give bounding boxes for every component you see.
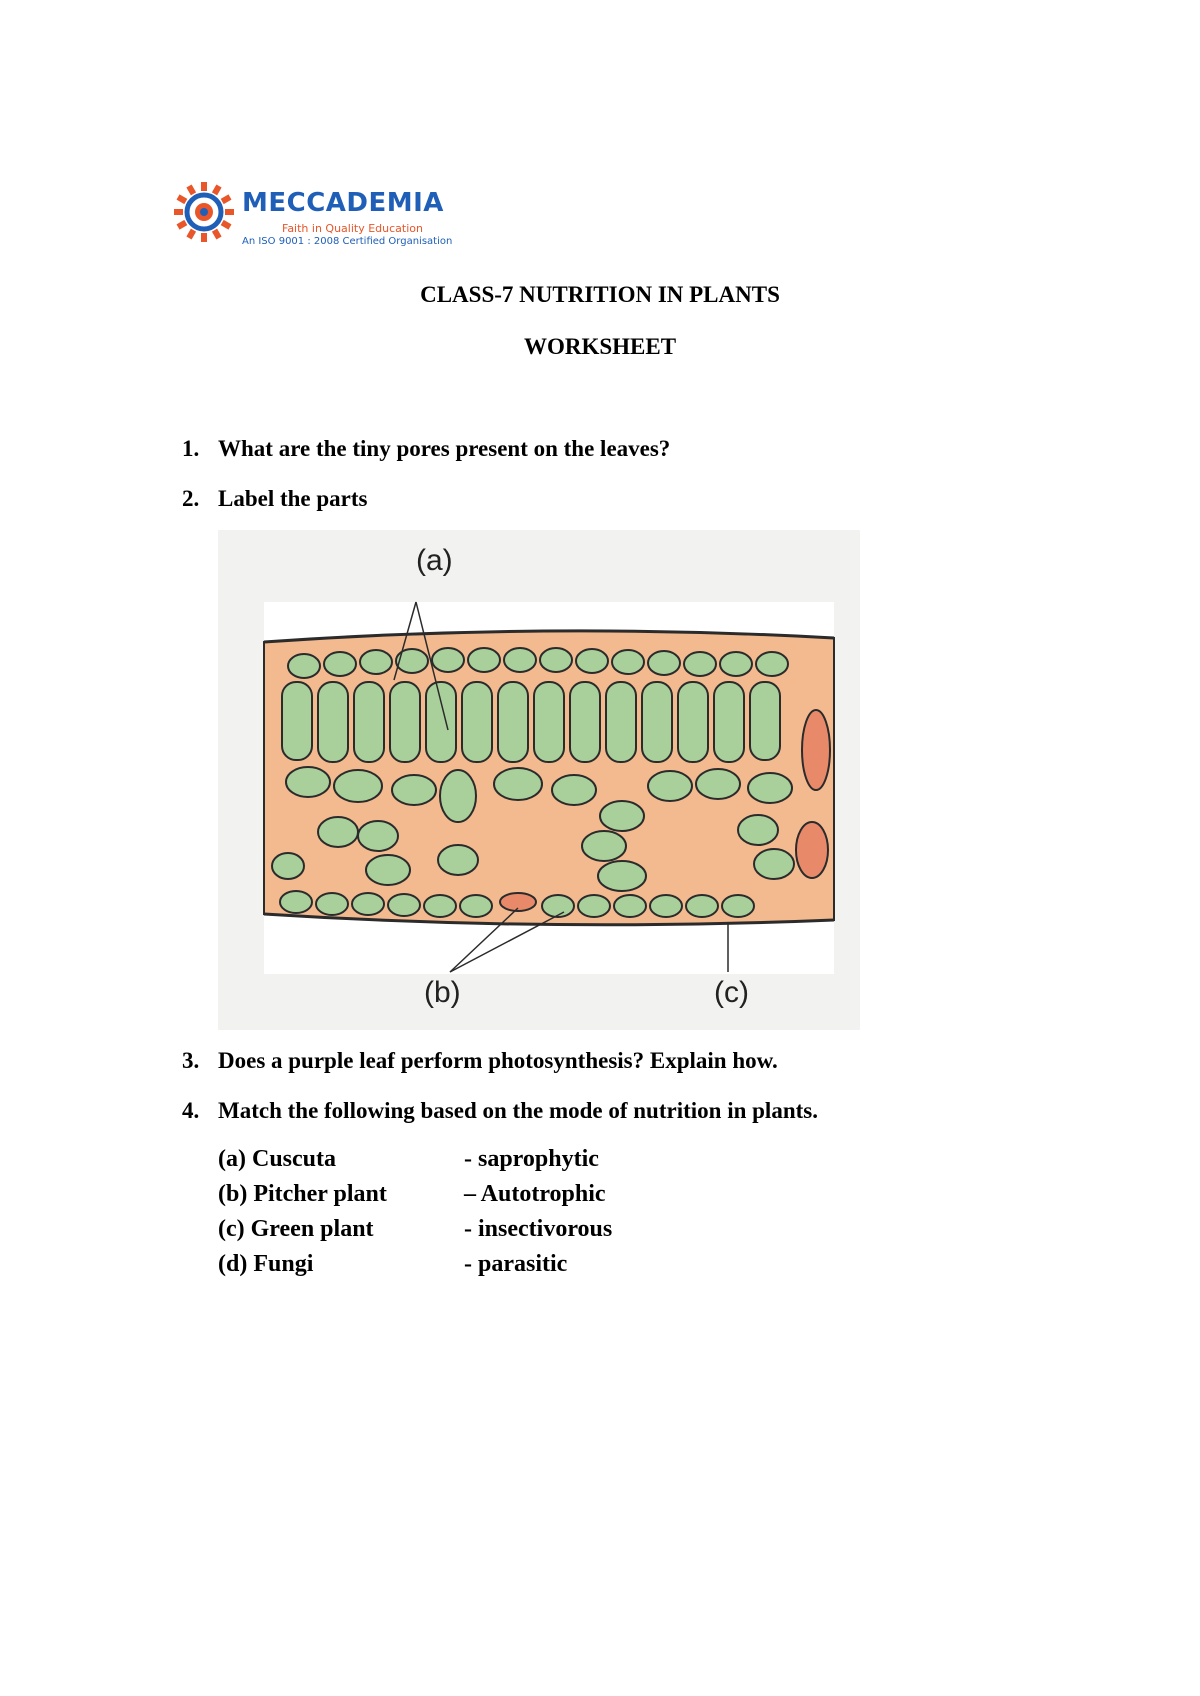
match-key: (d) Fungi (218, 1251, 314, 1277)
match-value: - insectivorous (464, 1216, 613, 1242)
logo-emblem-icon (172, 180, 236, 244)
match-key: (c) Green plant (218, 1216, 374, 1242)
match-value: - saprophytic (464, 1146, 599, 1172)
question-text: Does a purple leaf perform photosynthesis? Explain how. (218, 1048, 778, 1073)
leaf-cross-section-illustration (218, 530, 860, 1030)
question-text: What are the tiny pores present on the leaves? (218, 436, 671, 461)
question-1 (182, 436, 670, 462)
logo-brand: MECCADEMIA (242, 188, 444, 218)
question-number: 3. (182, 1048, 200, 1073)
match-value: - parasitic (464, 1251, 568, 1277)
question-2 (182, 486, 368, 512)
figure-label-c: (c) (714, 976, 749, 1009)
question-4 (182, 1098, 818, 1124)
logo-tagline: Faith in Quality Education (282, 222, 423, 235)
figure-label-a: (a) (416, 544, 453, 577)
page-title: CLASS-7 NUTRITION IN PLANTS (420, 282, 780, 307)
leaf-cross-section-figure (218, 530, 860, 1030)
page-subtitle: WORKSHEET (523, 334, 677, 359)
question-number: 4. (182, 1098, 200, 1123)
question-number: 2. (182, 486, 200, 511)
question-number: 1. (182, 436, 200, 461)
match-key: (b) Pitcher plant (218, 1181, 387, 1207)
figure-label-b: (b) (424, 976, 461, 1009)
logo-certification: An ISO 9001 : 2008 Certified Organisation (242, 236, 453, 247)
question-3 (182, 1048, 778, 1074)
question-text: Match the following based on the mode of nutrition in plants. (218, 1098, 818, 1123)
question-text: Label the parts (218, 486, 368, 511)
match-value: – Autotrophic (464, 1181, 606, 1207)
meccademia-logo (172, 180, 472, 250)
match-key: (a) Cuscuta (218, 1146, 336, 1172)
